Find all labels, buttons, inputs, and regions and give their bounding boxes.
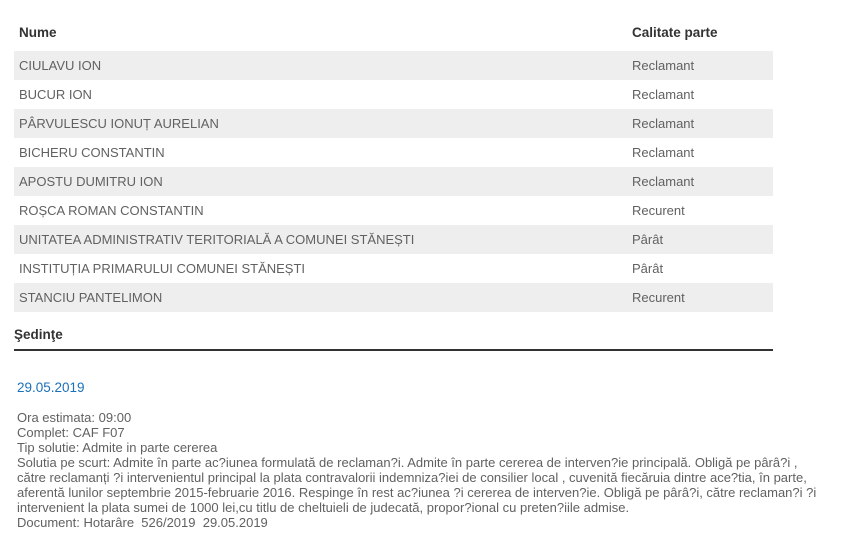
- party-role-cell: Recurent: [632, 203, 685, 218]
- table-row: [14, 254, 773, 283]
- tip-solutie-line: Tip solutie: Admite in parte cererea: [17, 440, 218, 455]
- document-line: Document: Hotarâre 526/2019 29.05.2019: [17, 515, 268, 530]
- sedinte-heading: Şedinţe: [14, 327, 773, 351]
- table-row: [14, 51, 773, 80]
- party-name-cell: STANCIU PANTELIMON: [19, 290, 163, 305]
- party-name-cell: INSTITUȚIA PRIMARULUI COMUNEI STĂNEȘTI: [19, 261, 306, 276]
- party-role-cell: Pârât: [632, 261, 664, 276]
- parties-table-body: [14, 51, 773, 312]
- ora-estimata-line: Ora estimata: 09:00: [17, 410, 132, 425]
- parties-table: [14, 26, 773, 312]
- parties-table-header: [14, 26, 773, 51]
- table-row: [14, 138, 773, 167]
- table-row: [14, 225, 773, 254]
- party-role-cell: Reclamant: [632, 174, 695, 189]
- party-name-cell: CIULAVU ION: [19, 58, 102, 73]
- party-name-cell: PÂRVULESCU IONUȚ AURELIAN: [19, 116, 219, 131]
- party-role-cell: Pârât: [632, 232, 664, 247]
- party-name-cell: BUCUR ION: [19, 87, 92, 102]
- hearing-details: [17, 410, 820, 530]
- party-name-cell: BICHERU CONSTANTIN: [19, 145, 165, 160]
- party-name-cell: ROȘCA ROMAN CONSTANTIN: [19, 203, 204, 218]
- complet-line: Complet: CAF F07: [17, 425, 125, 440]
- column-calitate-header: Calitate parte: [632, 25, 718, 40]
- party-role-cell: Reclamant: [632, 87, 695, 102]
- table-row: [14, 167, 773, 196]
- table-row: [14, 80, 773, 109]
- table-row: [14, 196, 773, 225]
- table-row: [14, 109, 773, 138]
- party-name-cell: UNITATEA ADMINISTRATIV TERITORIALĂ A COMUNEI STĂNEȘTI: [19, 232, 415, 247]
- solutia-pe-scurt-line: Solutia pe scurt: Admite în parte ac?iunea formulată de reclaman?i. Admite în parte cererea de interven?ie principală. Obligă pe pârâ?i , către reclamanți ?i intervenientul principal la plata contravalorii indemniza?iei de consilier local , cuvenită fiecăruia dintre ace?tia, în parte, aferentă lunilor septembrie 2015-februarie 2016. Respinge în rest ac?iunea ?i cererea de interven?ie. Obligă pe pârâ?i, către reclaman?i ?i intervenient la plata sumei de 1000 lei,cu titlu de cheltuieli de judecată, propor?ional cu preten?iile admise.: [17, 455, 820, 515]
- hearing-block: [14, 351, 850, 530]
- party-name-cell: APOSTU DUMITRU ION: [19, 174, 163, 189]
- party-role-cell: Recurent: [632, 290, 685, 305]
- party-role-cell: Reclamant: [632, 145, 695, 160]
- table-row: [14, 283, 773, 312]
- party-role-cell: Reclamant: [632, 116, 695, 131]
- column-nume-header: Nume: [19, 25, 57, 40]
- hearing-date-link[interactable]: 29.05.2019: [17, 380, 85, 395]
- party-role-cell: Reclamant: [632, 58, 695, 73]
